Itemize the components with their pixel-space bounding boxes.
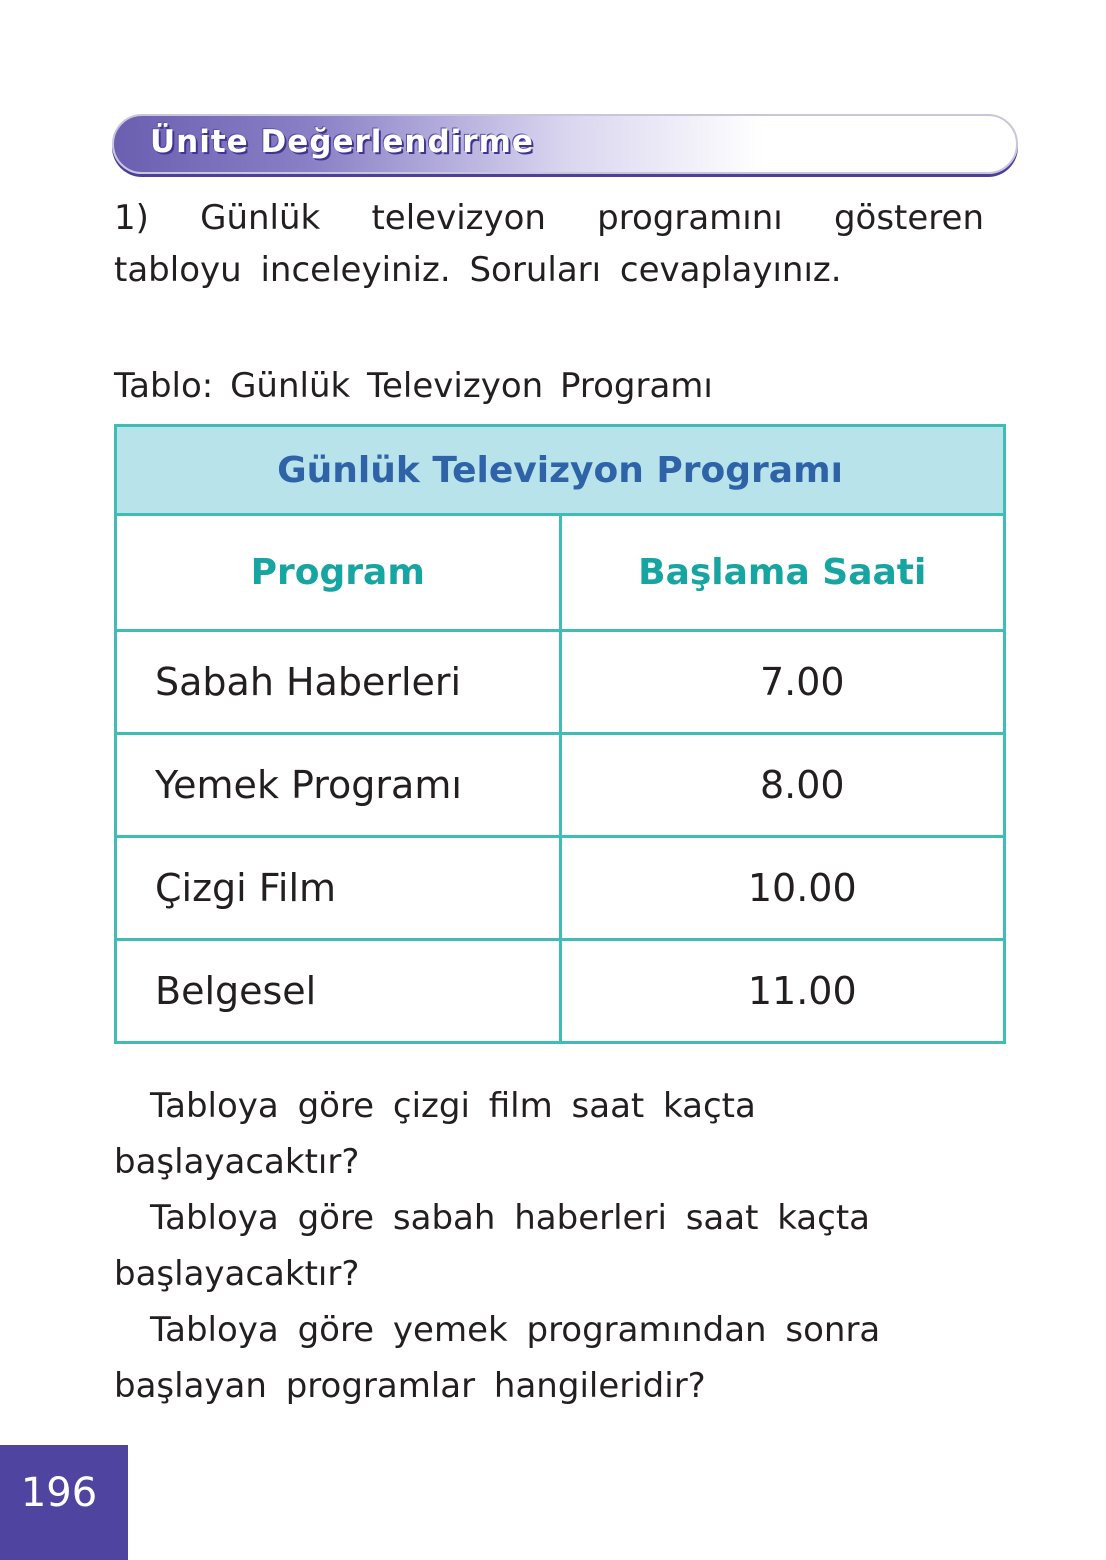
table-row (116, 734, 1005, 837)
section-title: Ünite Değerlendirme (150, 124, 534, 160)
question-1-instruction: 1) Günlük televizyon programını gösteren tabloyu inceleyiniz. Soruları cevaplayınız. (114, 198, 984, 290)
start-time: 7.00 (560, 631, 1005, 734)
header-start-time: Başlama Saati (560, 515, 1005, 631)
start-time: 11.00 (560, 940, 1005, 1043)
table-title-row (116, 426, 1005, 515)
table-row (116, 631, 1005, 734)
question-list (114, 1078, 994, 1414)
program-name: Sabah Haberleri (116, 631, 561, 734)
program-name: Yemek Programı (116, 734, 561, 837)
table-title: Günlük Televizyon Programı (116, 426, 1005, 515)
question-line: Tabloya göre sabah haberleri saat kaçta (150, 1198, 870, 1238)
question-line: Tabloya göre çizgi film saat kaçta (150, 1086, 756, 1126)
question-line: başlayan programlar hangileridir? (114, 1366, 706, 1406)
tv-schedule-table (114, 424, 1006, 1044)
table-header-row (116, 515, 1005, 631)
program-name: Belgesel (116, 940, 561, 1043)
table-caption: Tablo: Günlük Televizyon Programı (114, 366, 713, 406)
table-row (116, 837, 1005, 940)
question-line: Tabloya göre yemek programından sonra (150, 1310, 881, 1350)
program-name: Çizgi Film (116, 837, 561, 940)
start-time: 8.00 (560, 734, 1005, 837)
table-row (116, 940, 1005, 1043)
start-time: 10.00 (560, 837, 1005, 940)
question-line: başlayacaktır? (114, 1142, 360, 1182)
header-program: Program (116, 515, 561, 631)
page-number: 196 (20, 1470, 98, 1516)
section-banner (112, 114, 1018, 174)
question-line: başlayacaktır? (114, 1254, 360, 1294)
